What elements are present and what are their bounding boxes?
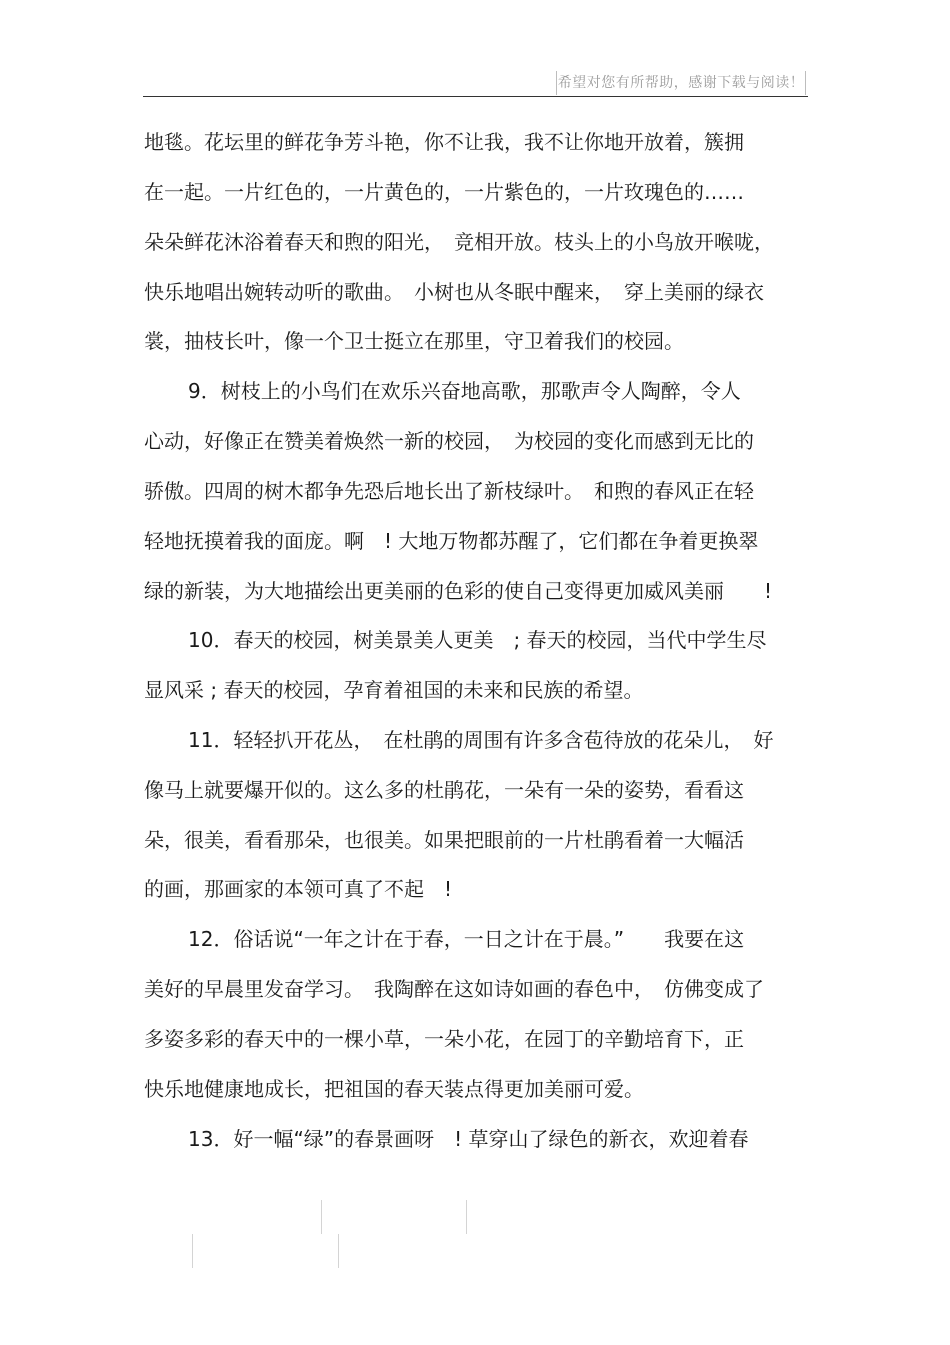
text-line: 绿的新装，为大地描绘出更美丽的色彩的使自己变得更加威风美丽 ! — [144, 579, 773, 603]
text-line: 的画，那画家的本领可真了不起 ! — [144, 877, 453, 901]
text-line: 在一起。一片红色的，一片黄色的，一片紫色的，一片玫瑰色的…… — [144, 180, 744, 204]
text-line: 多姿多彩的春天中的一棵小草，一朵小花，在园丁的辛勤培育下，正 — [144, 1027, 744, 1051]
text-line: 地毯。花坛里的鲜花争芳斗艳，你不让我，我不让你地开放着，簇拥 — [144, 130, 744, 154]
paragraph-start-line: 9．树枝上的小鸟们在欢乐兴奋地高歌，那歌声令人陶醉，令人 — [188, 379, 741, 403]
text-line: 快乐地唱出婉转动听的歌曲。 小树也从冬眠中醒来， 穿上美丽的绿衣 — [144, 280, 764, 304]
text-line: 像马上就要爆开似的。这么多的杜鹃花，一朵有一朵的姿势，看看这 — [144, 778, 744, 802]
scan-artifact-line — [466, 1200, 467, 1234]
text-line: 朵朵鲜花沐浴着春天和煦的阳光， 竞相开放。枝头上的小鸟放开喉咙， — [144, 230, 774, 254]
paragraph-start-line: 12．俗话说“一年之计在于春，一日之计在于晨。” 我要在这 — [188, 927, 745, 951]
text-line: 朵，很美，看看那朵，也很美。如果把眼前的一片杜鹃看着一大幅活 — [144, 828, 744, 852]
text-line: 骄傲。四周的树木都争先恐后地长出了新枝绿叶。 和煦的春风正在轻 — [144, 479, 754, 503]
text-line: 快乐地健康地成长，把祖国的春天装点得更加美丽可爱。 — [144, 1077, 644, 1101]
text-line: 美好的早晨里发奋学习。 我陶醉在这如诗如画的春色中， 仿佛变成了 — [144, 977, 764, 1001]
text-line: 心动，好像正在赞美着焕然一新的校园， 为校园的变化而感到无比的 — [144, 429, 754, 453]
text-line: 轻地抚摸着我的面庞。啊 ! 大地万物都苏醒了，它们都在争着更换翠 — [144, 529, 759, 553]
paragraph-start-line: 11．轻轻扒开花丛， 在杜鹃的周围有许多含苞待放的花朵儿， 好 — [188, 728, 774, 752]
scan-artifact-line — [192, 1234, 193, 1268]
scan-artifact-line — [321, 1200, 322, 1234]
paragraph-start-line: 13．好一幅“绿”的春景画呀 ! 草穿山了绿色的新衣，欢迎着春 — [188, 1127, 749, 1151]
text-line: 裳，抽枝长叶，像一个卫士挺立在那里，守卫着我们的校园。 — [144, 329, 684, 353]
header-divider — [143, 96, 808, 97]
header-note: 希望对您有所帮助，感谢下载与阅读！ — [556, 71, 806, 95]
text-line: 显风采 ; 春天的校园，孕育着祖国的未来和民族的希望。 — [144, 678, 644, 702]
paragraph-start-line: 10．春天的校园，树美景美人更美 ; 春天的校园，当代中学生尽 — [188, 628, 767, 652]
scan-artifact-line — [338, 1234, 339, 1268]
